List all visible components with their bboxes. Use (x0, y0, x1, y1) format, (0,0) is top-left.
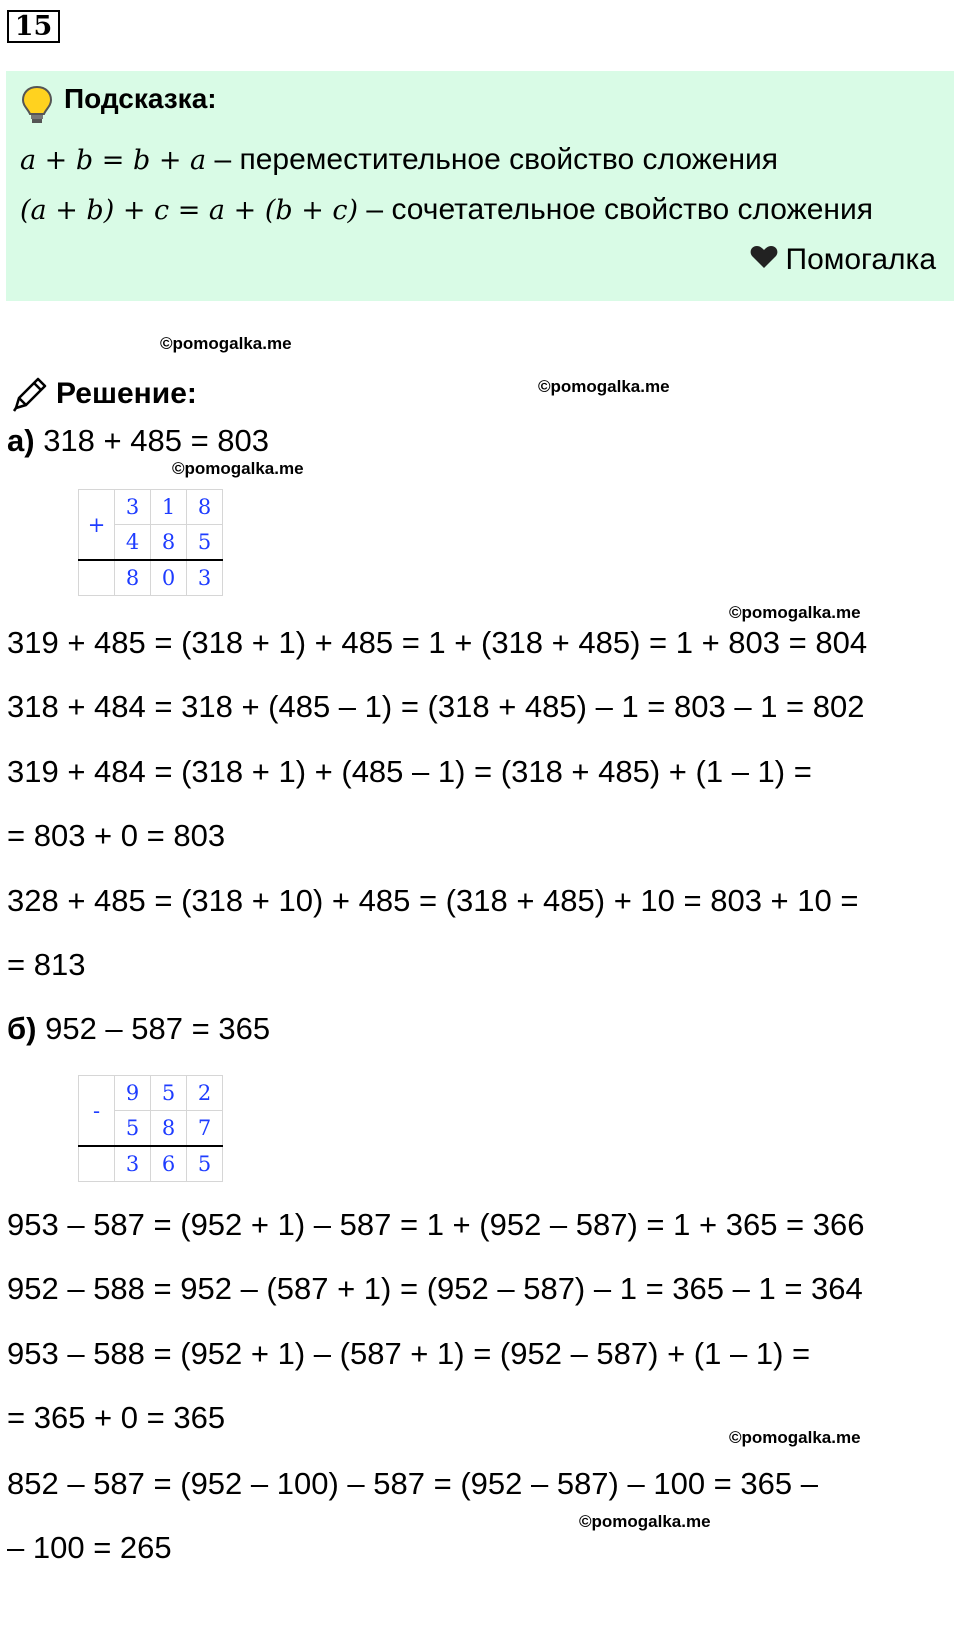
result-digit-cell: 3 (187, 560, 223, 596)
equation-line: 318 + 484 = 318 + (485 – 1) = (318 + 485) – 1 = 803 – 1 = 802 (7, 689, 865, 724)
hint-line-commutative (20, 143, 778, 177)
result-digit-cell: 8 (115, 560, 151, 596)
part-a-label: а) (7, 423, 35, 458)
equation-line: 953 – 587 = (952 + 1) – 587 = 1 + (952 – 587) = 1 + 365 = 366 (7, 1207, 865, 1242)
digit-cell: 2 (187, 1076, 223, 1111)
equation-line: = 803 + 0 = 803 (7, 818, 226, 853)
heart-icon (750, 243, 778, 277)
column-subtraction (78, 1075, 223, 1182)
result-digit-cell: 5 (187, 1146, 223, 1182)
watermark: ©pomogalka.me (172, 459, 304, 478)
equation-line: 319 + 485 = (318 + 1) + 485 = 1 + (318 + 485) = 1 + 803 = 804 (7, 625, 868, 660)
equation-line: 852 – 587 = (952 – 100) – 587 = (952 – 587) – 100 = 365 – (7, 1466, 818, 1501)
part-a-equation: 318 + 485 = 803 (34, 423, 270, 458)
digit-cell: 8 (151, 1111, 187, 1147)
digit-cell: 8 (187, 490, 223, 525)
hint-line-associative (20, 193, 873, 227)
digit-cell: 3 (115, 490, 151, 525)
column-addition (78, 489, 223, 596)
lightbulb-icon (20, 85, 54, 130)
solution-title: Решение: (56, 377, 197, 410)
part-b-heading (7, 1011, 270, 1047)
brand-signature (750, 243, 937, 277)
result-digit-cell: 0 (151, 560, 187, 596)
digit-cell: 5 (115, 1111, 151, 1147)
digit-cell: 8 (151, 525, 187, 561)
equation-line: = 813 (7, 947, 86, 982)
column-sign: + (79, 490, 115, 561)
empty-cell (79, 1146, 115, 1182)
hint-title: Подсказка: (64, 83, 217, 114)
watermark: ©pomogalka.me (729, 1428, 861, 1447)
result-digit-cell: 3 (115, 1146, 151, 1182)
digit-cell: 5 (187, 525, 223, 561)
digit-cell: 4 (115, 525, 151, 561)
commutative-text: – переместительное свойство сложения (206, 143, 779, 176)
equation-line: = 365 + 0 = 365 (7, 1400, 226, 1435)
column-sign: - (79, 1076, 115, 1147)
equation-line: 319 + 484 = (318 + 1) + (485 – 1) = (318 + 485) + (1 – 1) = (7, 754, 812, 789)
associative-text: – сочетательное свойство сложения (358, 193, 873, 226)
equation-line: – 100 = 265 (7, 1530, 172, 1565)
digit-cell: 1 (151, 490, 187, 525)
associative-formula: (a + b) + c = a + (b + c) (20, 195, 359, 226)
hint-box (6, 71, 954, 301)
task-number: 15 (7, 10, 60, 43)
part-a-heading (7, 423, 269, 459)
equation-line: 952 – 588 = 952 – (587 + 1) = (952 – 587) – 1 = 365 – 1 = 364 (7, 1271, 863, 1306)
digit-cell: 5 (151, 1076, 187, 1111)
digit-cell: 7 (187, 1111, 223, 1147)
pencil-icon (10, 374, 50, 419)
result-digit-cell: 6 (151, 1146, 187, 1182)
part-b-label: б) (7, 1011, 37, 1046)
watermark: ©pomogalka.me (160, 334, 292, 353)
empty-cell (79, 560, 115, 596)
equation-line: 953 – 588 = (952 + 1) – (587 + 1) = (952 – 587) + (1 – 1) = (7, 1336, 811, 1371)
brand-name: Помогалка (785, 243, 936, 276)
commutative-formula: a + b = b + a (20, 145, 207, 176)
watermark: ©pomogalka.me (538, 377, 670, 396)
watermark: ©pomogalka.me (579, 1512, 711, 1531)
equation-line: 328 + 485 = (318 + 10) + 485 = (318 + 485) + 10 = 803 + 10 = (7, 883, 859, 918)
watermark: ©pomogalka.me (729, 603, 861, 622)
part-b-equation: 952 – 587 = 365 (36, 1011, 271, 1046)
digit-cell: 9 (115, 1076, 151, 1111)
